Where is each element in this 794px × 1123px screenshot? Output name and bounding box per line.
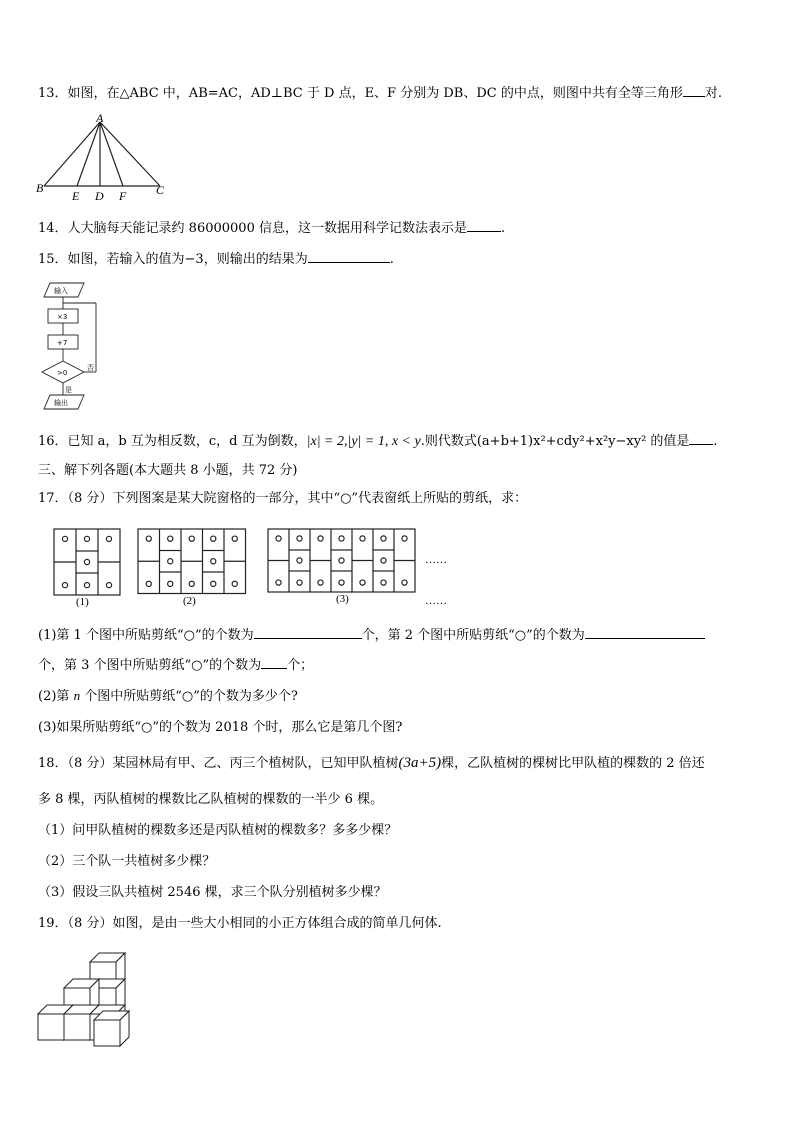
paper-cut-circle: [276, 580, 281, 585]
label-C: C: [156, 183, 165, 197]
q19-text: 19．（8 分）如图，是由一些大小相同的小正方体组合成的简单几何体.: [38, 916, 442, 931]
q13-text: 13．如图，在△ABC 中，AB=AC，AD⊥BC 于 D 点，E、F 分别为 DB、DC 的中点，则图中共有全等三角形 对.: [38, 86, 722, 101]
unit-cube: [94, 1011, 129, 1046]
dots-lower: ……: [425, 595, 447, 607]
label-E: E: [72, 189, 80, 203]
paper-cut-circle: [106, 536, 111, 541]
window-pattern-figure: [40, 520, 470, 608]
q17-part1-cont: 个，第 3 个图中所贴剪纸“○”的个数为 个；: [38, 658, 314, 673]
paper-cut-circle: [318, 580, 323, 585]
paper-cut-circle: [168, 536, 173, 541]
paper-cut-circle: [339, 536, 344, 541]
q17-text: 17．（8 分）下列图案是某大院窗格的一部分，其中“○”代表窗纸上所贴的剪纸，求：: [38, 491, 528, 506]
paper-cut-circle: [84, 583, 89, 588]
fig-label-1: (1): [76, 596, 89, 608]
paper-cut-circle: [146, 581, 151, 586]
q18-text: 18．（8 分）某园林局有甲、乙、丙三个植树队，已知甲队植树(3a+5)棵，乙队植树的棵树比甲队植的棵数的 2 倍还: [38, 755, 705, 771]
paper-cut-circle: [402, 536, 407, 541]
q18-text-cont: 多 8 棵，丙队植树的棵数比乙队植树的棵数的一半少 6 棵。: [38, 792, 384, 807]
inner-square: [203, 551, 225, 573]
paper-cut-circle: [339, 580, 344, 585]
paper-cut-circle: [146, 536, 151, 541]
section-heading: 三、解下列各题(本大题共 8 小题，共 72 分): [38, 463, 298, 478]
flow-output: 输出: [54, 399, 68, 407]
paper-cut-circle: [211, 536, 216, 541]
cubes-figure: [34, 940, 144, 1048]
flow-add: +7: [57, 339, 68, 347]
inner-square: [76, 551, 98, 573]
inner-square: [289, 550, 310, 571]
q18-sub3: （3）假设三队共植树 2546 棵，求三个队分别植树多少棵？: [38, 885, 387, 900]
q17-part1: (1)第 1 个图中所贴剪纸“○”的个数为 个，第 2 个图中所贴剪纸“○”的个数为: [38, 626, 705, 644]
paper-cut-circle: [232, 536, 237, 541]
paper-cut-circle: [360, 580, 365, 585]
dots-upper: ……: [425, 554, 447, 566]
paper-cut-circle: [381, 536, 386, 541]
paper-cut-circle: [211, 581, 216, 586]
label-B: B: [36, 181, 44, 195]
paper-cut-circle: [360, 536, 365, 541]
flow-yes: 是: [65, 386, 72, 394]
paper-cut-circle: [232, 581, 237, 586]
q15-text: 15．如图，若输入的值为−3，则输出的结果为 .: [38, 252, 394, 267]
fig-label-3: (3): [336, 593, 349, 605]
fig-label-2: (2): [183, 595, 196, 607]
paper-cut-circle: [297, 580, 302, 585]
answer-blank[interactable]: [683, 84, 705, 97]
answer-blank[interactable]: [254, 626, 362, 639]
paper-cut-circle: [189, 581, 194, 586]
paper-cut-circle: [168, 581, 173, 586]
flow-no: 否: [87, 364, 94, 372]
paper-cut-circle: [189, 536, 194, 541]
answer-blank[interactable]: [467, 219, 501, 232]
triangle-figure: [34, 112, 174, 204]
q18-sub2: （2）三个队一共植树多少棵？: [38, 854, 216, 869]
flow-cond: >0: [57, 369, 68, 377]
paper-cut-circle: [381, 580, 386, 585]
paper-cut-circle: [62, 536, 67, 541]
label-F: F: [119, 189, 127, 203]
q16-math: |x| = 2,|y| = 1, x < y: [306, 434, 421, 449]
paper-cut-circle: [106, 583, 111, 588]
label-D: D: [95, 189, 104, 203]
answer-blank[interactable]: [261, 656, 287, 669]
paper-cut-circle: [402, 580, 407, 585]
label-A: A: [96, 112, 104, 125]
paper-cut-circle: [318, 536, 323, 541]
flow-input: 输入: [54, 287, 68, 295]
q17-part3: (3)如果所贴剪纸“○”的个数为 2018 个时，那么它是第几个图?: [38, 720, 403, 735]
q14-text: 14．人大脑每天能记录约 86000000 信息，这一数据用科学记数法表示是 .: [38, 221, 506, 236]
flowchart-figure: [36, 279, 106, 413]
paper-cut-circle: [276, 536, 281, 541]
paper-cut-circle: [84, 536, 89, 541]
q18-sub1: （1）问甲队植树的棵数多还是丙队植树的棵数多？多多少棵？: [38, 823, 398, 838]
inner-square: [160, 551, 182, 573]
answer-blank[interactable]: [689, 432, 713, 445]
answer-blank[interactable]: [585, 626, 705, 639]
paper-cut-circle: [297, 536, 302, 541]
flow-mul: ×3: [57, 313, 68, 321]
q16-text: 16．已知 a，b 互为相反数，c，d 互为倒数，|x| = 2,|y| = 1, x < y.则代数式(a+b+1)x²+cdy²+x²y−xy² 的值是 .: [38, 434, 718, 449]
paper-cut-circle: [62, 583, 67, 588]
inner-square: [331, 550, 352, 571]
inner-square: [373, 550, 394, 571]
answer-blank[interactable]: [308, 250, 390, 263]
q17-part2: (2)第 n 个图中所贴剪纸“○”的个数为多少个?: [38, 688, 298, 704]
